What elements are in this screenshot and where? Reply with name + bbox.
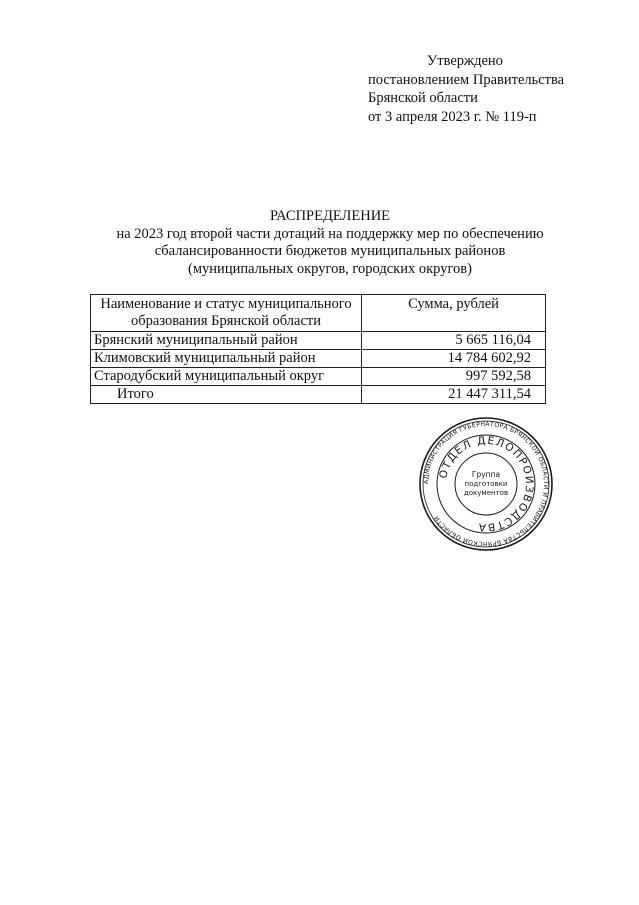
table-header-row xyxy=(91,295,546,332)
approval-line-resolution: постановлением Правительства xyxy=(368,71,565,88)
table-total-row xyxy=(91,386,546,404)
title-line-1: на 2023 год второй части дотаций на поддержку мер по обеспечению xyxy=(116,225,544,242)
stamp-center-line-2: подготовки xyxy=(464,480,508,488)
official-stamp xyxy=(418,416,554,552)
row-name-klimovsky: Климовский муниципальный район xyxy=(91,350,362,368)
table-row xyxy=(91,350,546,368)
document-title xyxy=(60,208,600,278)
header-sum-cell: Сумма, рублей xyxy=(362,295,546,332)
total-label: Итого xyxy=(91,386,362,404)
row-sum-bryansky: 5 665 116,04 xyxy=(362,332,546,350)
title-line-3: (муниципальных округов, городских округов) xyxy=(188,260,472,277)
row-sum-starodubsky: 997 592,58 xyxy=(362,368,546,386)
distribution-table xyxy=(90,294,546,404)
row-sum-klimovsky: 14 784 602,92 xyxy=(362,350,546,368)
header-name-line-2: образования Брянской области xyxy=(131,313,321,329)
table-row xyxy=(91,368,546,386)
row-name-bryansky: Брянский муниципальный район xyxy=(91,332,362,350)
stamp-outer-text: АДМИНИСТРАЦИЯ ГУБЕРНАТОРА БРЯНСКОЙ ОБЛАСТИ И ПРАВИТЕЛЬСТВА БРЯНСКОЙ ОБЛАСТИ xyxy=(422,420,550,548)
header-name-line-1: Наименование и статус муниципального xyxy=(100,296,352,312)
stamp-center-line-3: документов xyxy=(463,489,509,497)
approval-line-region: Брянской области xyxy=(368,90,478,106)
table-row xyxy=(91,332,546,350)
approval-block xyxy=(368,52,628,126)
header-name-cell xyxy=(91,295,362,332)
approval-line-date-number: от 3 апреля 2023 г. № 119-п xyxy=(368,108,537,125)
stamp-inner-text: ОТДЕЛ ДЕЛОПРОИЗВОДСТВА xyxy=(437,434,536,534)
total-sum: 21 447 311,54 xyxy=(362,386,546,404)
title-heading: РАСПРЕДЕЛЕНИЕ xyxy=(269,208,391,224)
title-line-2: сбалансированности бюджетов муниципальных районов xyxy=(154,243,506,259)
approval-line-approved: Утверждено xyxy=(427,53,503,69)
stamp-center-line-1: Группа xyxy=(471,470,501,479)
row-name-starodubsky: Стародубский муниципальный округ xyxy=(91,368,362,386)
